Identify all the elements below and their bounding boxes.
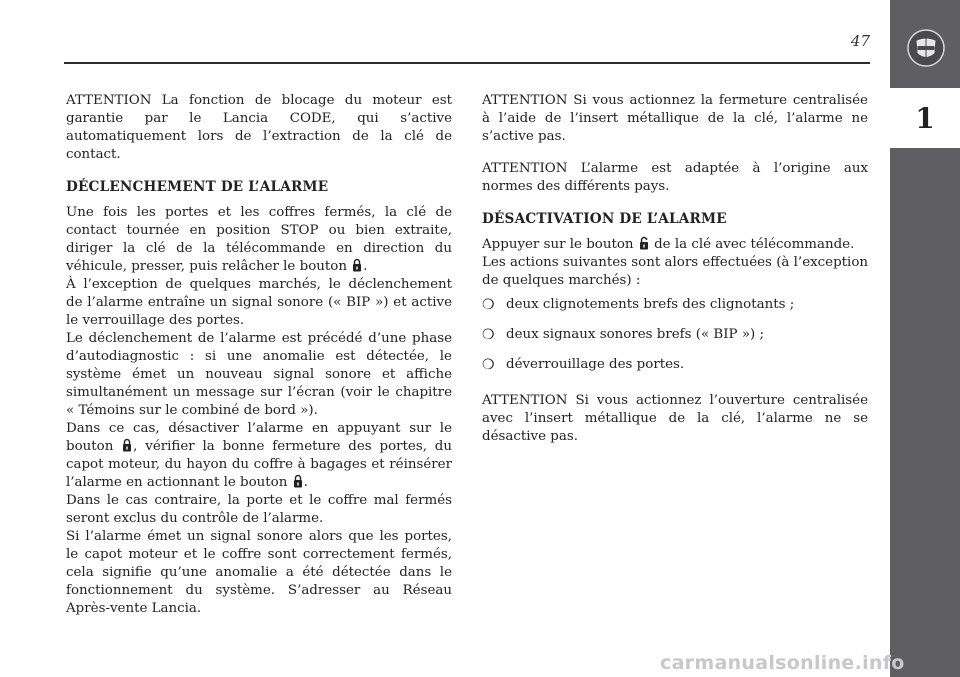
deactivation-actions-list xyxy=(482,296,868,374)
list-item: ❍ deux clignotements brefs des clignotants ; xyxy=(482,297,795,313)
paragraph-excluded-doors: Dans le cas contraire, la porte et le coffre mal fermés seront exclus du contrôle de l’alarme. xyxy=(66,493,452,526)
paragraph-activation-beep: À l’exception de quelques marchés, le déclenchement de l’alarme entraîne un signal sonore (« BIP ») et active le verrouillage des portes. xyxy=(66,277,452,328)
circle-bullet-icon: ❍ xyxy=(482,357,495,373)
attention-central-unlocking: ATTENTION Si vous actionnez l’ouverture centralisée avec l’insert métallique de la clé, l’alarme ne se désactive pas. xyxy=(482,393,868,444)
attention-country-norms: ATTENTION L’alarme est adaptée à l’origine aux normes des différents pays. xyxy=(482,161,868,194)
list-item: ❍ déverrouillage des portes. xyxy=(482,357,685,373)
left-column xyxy=(66,92,452,618)
attention-engine-block: ATTENTION La fonction de blocage du moteur est garantie par le Lancia CODE, qui s’active automatiquement lors de l’extraction de la clé de contact. xyxy=(66,93,452,162)
padlock-key-icon xyxy=(122,438,132,452)
heading-alarm-activation: DÉCLENCHEMENT DE L’ALARME xyxy=(66,179,329,195)
paragraph-deactivate-check: Dans ce cas, désactiver l’alarme en appuyant sur le bouton , vérifier la bonne fermeture des portes, du capot moteur, du hayon du coffre à bagages et réinsérer l’alarme en actionnant le bouton . xyxy=(66,421,453,490)
header-rule xyxy=(64,62,870,64)
paragraph-self-diagnosis: Le déclenchement de l’alarme est précédé d’une phase d’autodiagnostic : si une anomalie est détectée, le système émet un nouveau signal sonore et affiche simultanément un message sur l’écran (voir le chapitre « Témoins sur le combiné de bord »). xyxy=(66,331,452,418)
attention-central-locking: ATTENTION Si vous actionnez la fermeture centralisée à l’aide de l’insert métallique de la clé, l’alarme ne s’active pas. xyxy=(482,93,868,144)
circle-bullet-icon: ❍ xyxy=(482,297,495,313)
paragraph-activation-steps: Une fois les portes et les coffres fermés, la clé de contact tournée en position STOP ou bien extraite, diriger la clé de la télécommande en direction du véhicule, presser, puis relâcher le bouton . xyxy=(66,205,452,274)
paragraph-deactivation-press: Appuyer sur le bouton de la clé avec télécommande. xyxy=(482,237,855,252)
paragraph-anomaly-service: Si l’alarme émet un signal sonore alors que les portes, le capot moteur et le coffre sont correctement fermés, cela signifie qu’une anomalie a été détectée dans le fonctionnement du système. S’adresser au Réseau Après-vente Lancia. xyxy=(66,529,452,616)
watermark: carmanualsonline.info xyxy=(660,652,905,674)
chapter-marker xyxy=(890,88,960,148)
circle-bullet-icon: ❍ xyxy=(482,327,495,343)
padlock-key-icon xyxy=(352,258,362,272)
page-number: 47 xyxy=(850,32,870,50)
paragraph-actions-intro: Les actions suivantes sont alors effectuées (à l’exception de quelques marchés) : xyxy=(482,255,869,288)
right-column xyxy=(482,92,868,460)
lancia-shield-logo-icon xyxy=(907,29,945,67)
padlock-key-icon xyxy=(639,236,649,250)
padlock-key-icon xyxy=(293,474,303,488)
list-item: ❍ deux signaux sonores brefs (« BIP ») ; xyxy=(482,327,765,343)
chapter-number: 1 xyxy=(915,101,935,135)
heading-alarm-deactivation: DÉSACTIVATION DE L’ALARME xyxy=(482,211,727,227)
